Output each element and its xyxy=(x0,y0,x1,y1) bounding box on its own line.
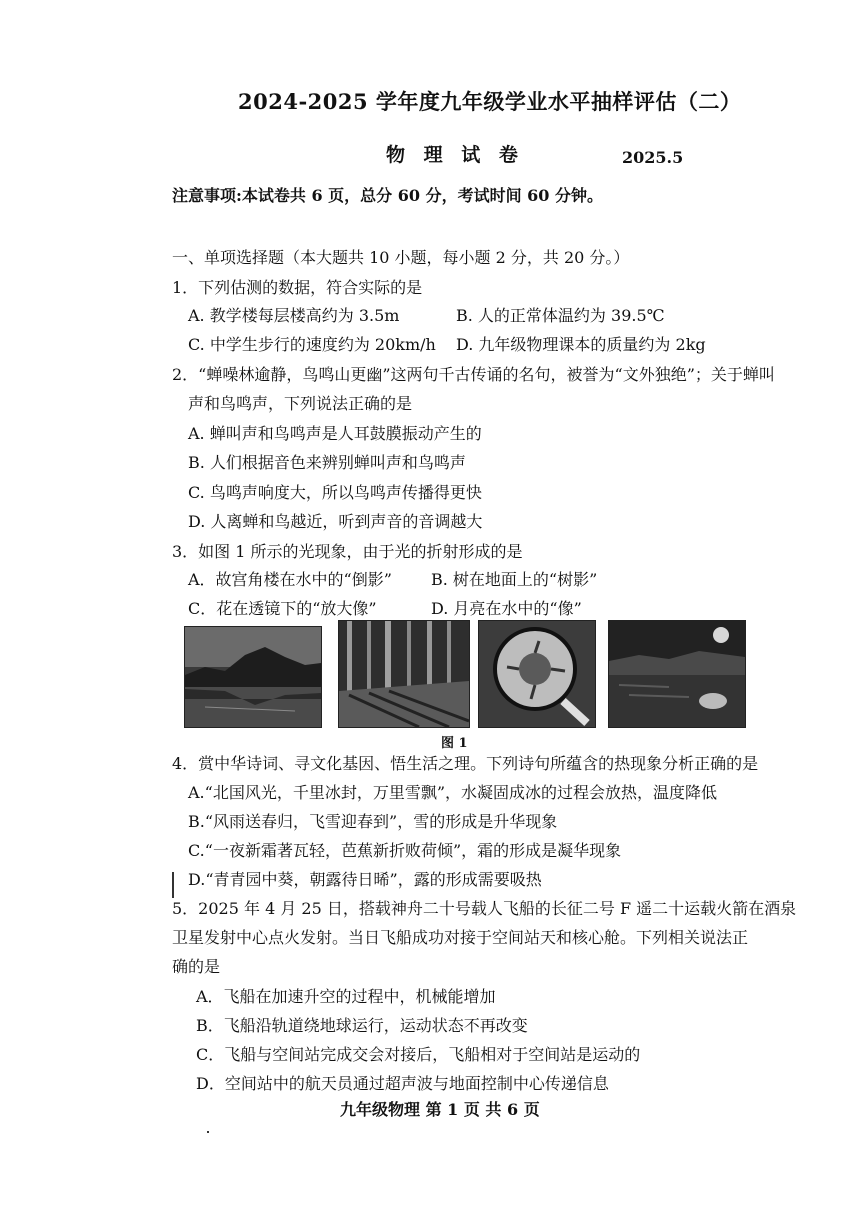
question-2-option-d: D. 人离蝉和鸟越近，听到声音的音调越大 xyxy=(188,512,483,531)
question-3-option-b: B. 树在地面上的“树影” xyxy=(431,570,598,589)
question-3-option-a: A．故宫角楼在水中的“倒影” xyxy=(188,570,392,589)
scan-dot xyxy=(207,1131,209,1133)
exam-subtitle: 物 理 试 卷 xyxy=(386,144,524,166)
question-4-option-a: A.“北国风光，千里冰封，万里雪飘”，水凝固成冰的过程会放热，温度降低 xyxy=(188,783,718,802)
figure-1-photo-moon-reflection xyxy=(608,620,746,728)
question-5-option-d: D．空间站中的航天员通过超声波与地面控制中心传递信息 xyxy=(196,1074,609,1093)
question-3-option-d: D. 月亮在水中的“像” xyxy=(431,599,582,618)
question-2-option-b: B. 人们根据音色来辨别蝉叫声和鸟鸣声 xyxy=(188,453,466,472)
question-5-stem-line3: 确的是 xyxy=(172,957,221,976)
question-1-option-d: D. 九年级物理课本的质量约为 2kg xyxy=(456,335,706,354)
page-footer: 九年级物理 第 1 页 共 6 页 xyxy=(340,1100,540,1119)
question-4-option-b: B.“风雨送春归，飞雪迎春到”，雪的形成是升华现象 xyxy=(188,812,558,831)
question-1-stem: 1．下列估测的数据，符合实际的是 xyxy=(172,278,423,297)
question-2-stem-line1: 2．“蝉噪林逾静，鸟鸣山更幽”这两句千古传诵的名句，被誉为“文外独绝”；关于蝉叫 xyxy=(172,365,775,384)
question-3-option-c: C．花在透镜下的“放大像” xyxy=(188,599,377,618)
figure-1-photo-magnifier xyxy=(478,620,596,728)
question-1-option-c: C. 中学生步行的速度约为 20km/h xyxy=(188,335,436,354)
section-heading: 一、单项选择题（本大题共 10 小题，每小题 2 分，共 20 分。） xyxy=(172,248,630,267)
figure-1-caption: 图 1 xyxy=(441,736,468,751)
question-3-stem: 3．如图 1 所示的光现象，由于光的折射形成的是 xyxy=(172,542,523,561)
exam-date: 2025.5 xyxy=(622,148,684,167)
question-1-option-a: A. 教学楼每层楼高约为 3.5m xyxy=(188,306,400,325)
question-4-option-d: D.“青青园中葵，朝露待日晞”，露的形成需要吸热 xyxy=(188,870,542,889)
question-5-option-c: C．飞船与空间站完成交会对接后，飞船相对于空间站是运动的 xyxy=(196,1045,641,1064)
question-5-stem-line2: 卫星发射中心点火发射。当日飞船成功对接于空间站天和核心舱。下列相关说法正 xyxy=(172,928,749,947)
question-2-option-a: A. 蝉叫声和鸟鸣声是人耳鼓膜振动产生的 xyxy=(188,424,482,443)
question-2-stem-line2: 声和鸟鸣声，下列说法正确的是 xyxy=(188,394,413,413)
question-2-option-c: C. 鸟鸣声响度大，所以鸟鸣声传播得更快 xyxy=(188,483,482,502)
question-5-stem-line1: 5．2025 年 4 月 25 日，搭载神舟二十号载人飞船的长征二号 F 遥二十运载火箭在酒泉 xyxy=(172,899,797,918)
figure-1-photo-tree-shadow xyxy=(338,620,470,728)
exam-notice: 注意事项:本试卷共 6 页，总分 60 分，考试时间 60 分钟。 xyxy=(172,186,603,205)
question-5-option-b: B．飞船沿轨道绕地球运行，运动状态不再改变 xyxy=(196,1016,528,1035)
exam-title: 2024-2025 学年度九年级学业水平抽样评估（二） xyxy=(238,89,742,114)
question-4-stem: 4．赏中华诗词、寻文化基因、悟生活之理。下列诗句所蕴含的热现象分析正确的是 xyxy=(172,754,759,773)
question-4-option-c: C.“一夜新霜著瓦轻，芭蕉新折败荷倾”，霜的形成是凝华现象 xyxy=(188,841,622,860)
figure-1-photo-palace-reflection xyxy=(184,626,322,728)
question-1-option-b: B. 人的正常体温约为 39.5℃ xyxy=(456,306,665,325)
question-5-option-a: A．飞船在加速升空的过程中，机械能增加 xyxy=(196,987,496,1006)
scan-mark xyxy=(172,872,174,898)
